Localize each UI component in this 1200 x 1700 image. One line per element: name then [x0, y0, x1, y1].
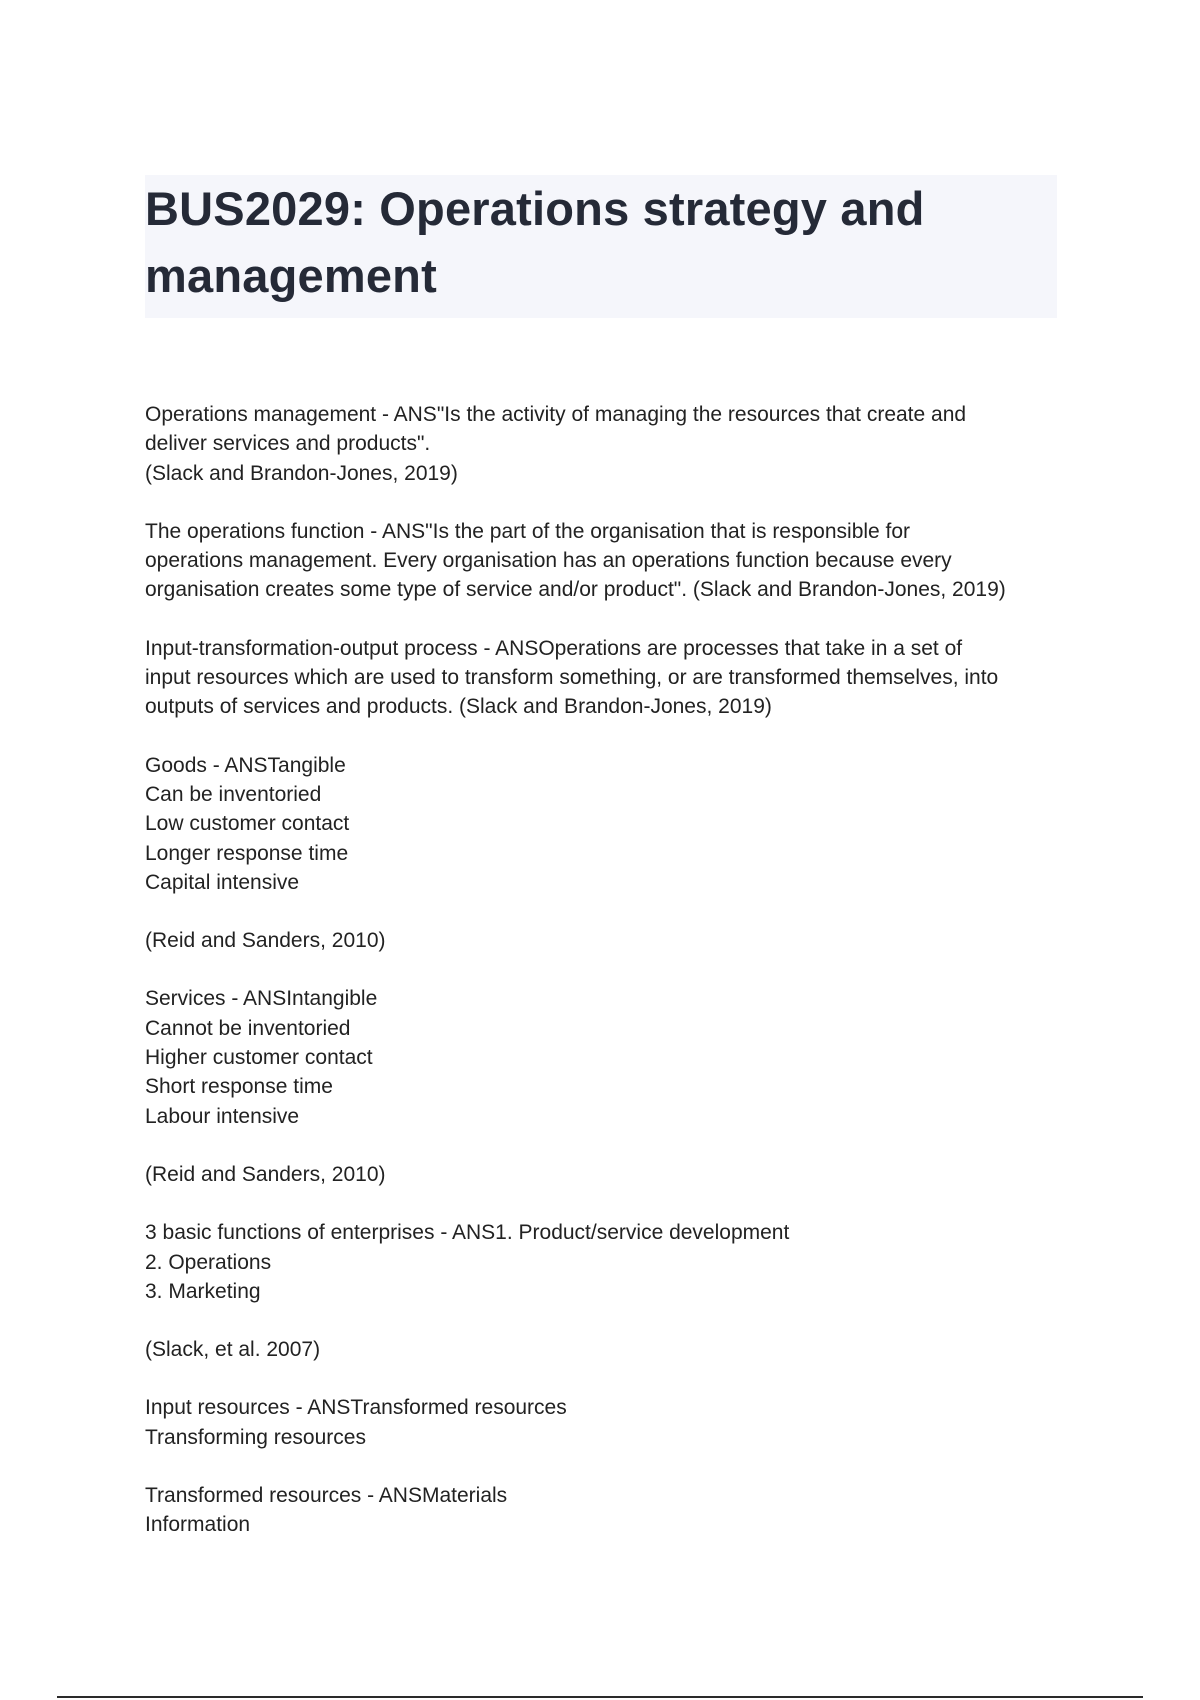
entry-text-line: Information — [145, 1513, 251, 1537]
entry-text-line: Services - ANSIntangible — [145, 987, 378, 1011]
title-block — [145, 175, 1057, 318]
flashcard-entry — [145, 1218, 1065, 1306]
title-line: BUS2029: Operations strategy and — [145, 182, 925, 235]
entry-text-line: Input resources - ANSTransformed resources — [145, 1396, 567, 1420]
entry-text-line: outputs of services and products. (Slack and Brandon-Jones, 2019) — [145, 695, 772, 719]
entry-text-line: Transformed resources - ANSMaterials — [145, 1484, 508, 1508]
entry-text-line: Low customer contact — [145, 812, 350, 836]
entry-text-line: The operations function - ANS"Is the part of the organisation that is responsible for — [145, 519, 911, 543]
entry-text-line: Short response time — [145, 1075, 333, 1099]
entry-text-line: input resources which are used to transform something, or are transformed themselves, into — [145, 666, 999, 690]
page-bottom-rule — [57, 1696, 1143, 1698]
entry-text-line: organisation creates some type of service and/or product". (Slack and Brandon-Jones, 2019) — [145, 578, 1006, 602]
entry-text-line: Capital intensive — [145, 870, 300, 894]
entry-text-line: Operations management - ANS"Is the activity of managing the resources that create and — [145, 403, 967, 426]
entry-text-line: Can be inventoried — [145, 782, 322, 806]
entry-text-line: (Reid and Sanders, 2010) — [145, 929, 386, 953]
flashcard-entry — [145, 400, 1065, 488]
entry-text-line: 3 basic functions of enterprises - ANS1. Product/service development — [145, 1221, 790, 1245]
flashcard-entry — [145, 1481, 1065, 1540]
flashcard-entry — [145, 1335, 1065, 1364]
flashcard-entry — [145, 517, 1065, 605]
entry-text-line: 3. Marketing — [145, 1279, 261, 1303]
flashcard-entry — [145, 634, 1065, 722]
entry-text-line: Input-transformation-output process - ANSOperations are processes that take in a set of — [145, 636, 963, 660]
document-title — [145, 175, 1057, 309]
flashcard-entry — [145, 926, 1065, 955]
entry-text-line: 2. Operations — [145, 1250, 272, 1274]
entry-text-line: (Slack, et al. 2007) — [145, 1338, 321, 1362]
entry-text-line: (Slack and Brandon-Jones, 2019) — [145, 461, 458, 485]
title-line: management — [145, 249, 437, 302]
flashcard-entry — [145, 1160, 1065, 1189]
entry-text-line: Cannot be inventoried — [145, 1016, 351, 1040]
entry-text-line: Longer response time — [145, 841, 349, 865]
entry-text-line: Labour intensive — [145, 1104, 300, 1128]
entry-text-line: Transforming resources — [145, 1425, 366, 1449]
entry-text-line: Higher customer contact — [145, 1046, 373, 1070]
entry-text-line: (Reid and Sanders, 2010) — [145, 1162, 386, 1186]
flashcard-entry — [145, 751, 1065, 897]
entry-text-line: deliver services and products". — [145, 432, 431, 456]
document-body — [145, 400, 1065, 1569]
entry-text-line: operations management. Every organisation has an operations function because every — [145, 549, 952, 573]
flashcard-entry — [145, 1393, 1065, 1452]
entry-text-line: Goods - ANSTangible — [145, 753, 346, 777]
flashcard-entry — [145, 984, 1065, 1130]
